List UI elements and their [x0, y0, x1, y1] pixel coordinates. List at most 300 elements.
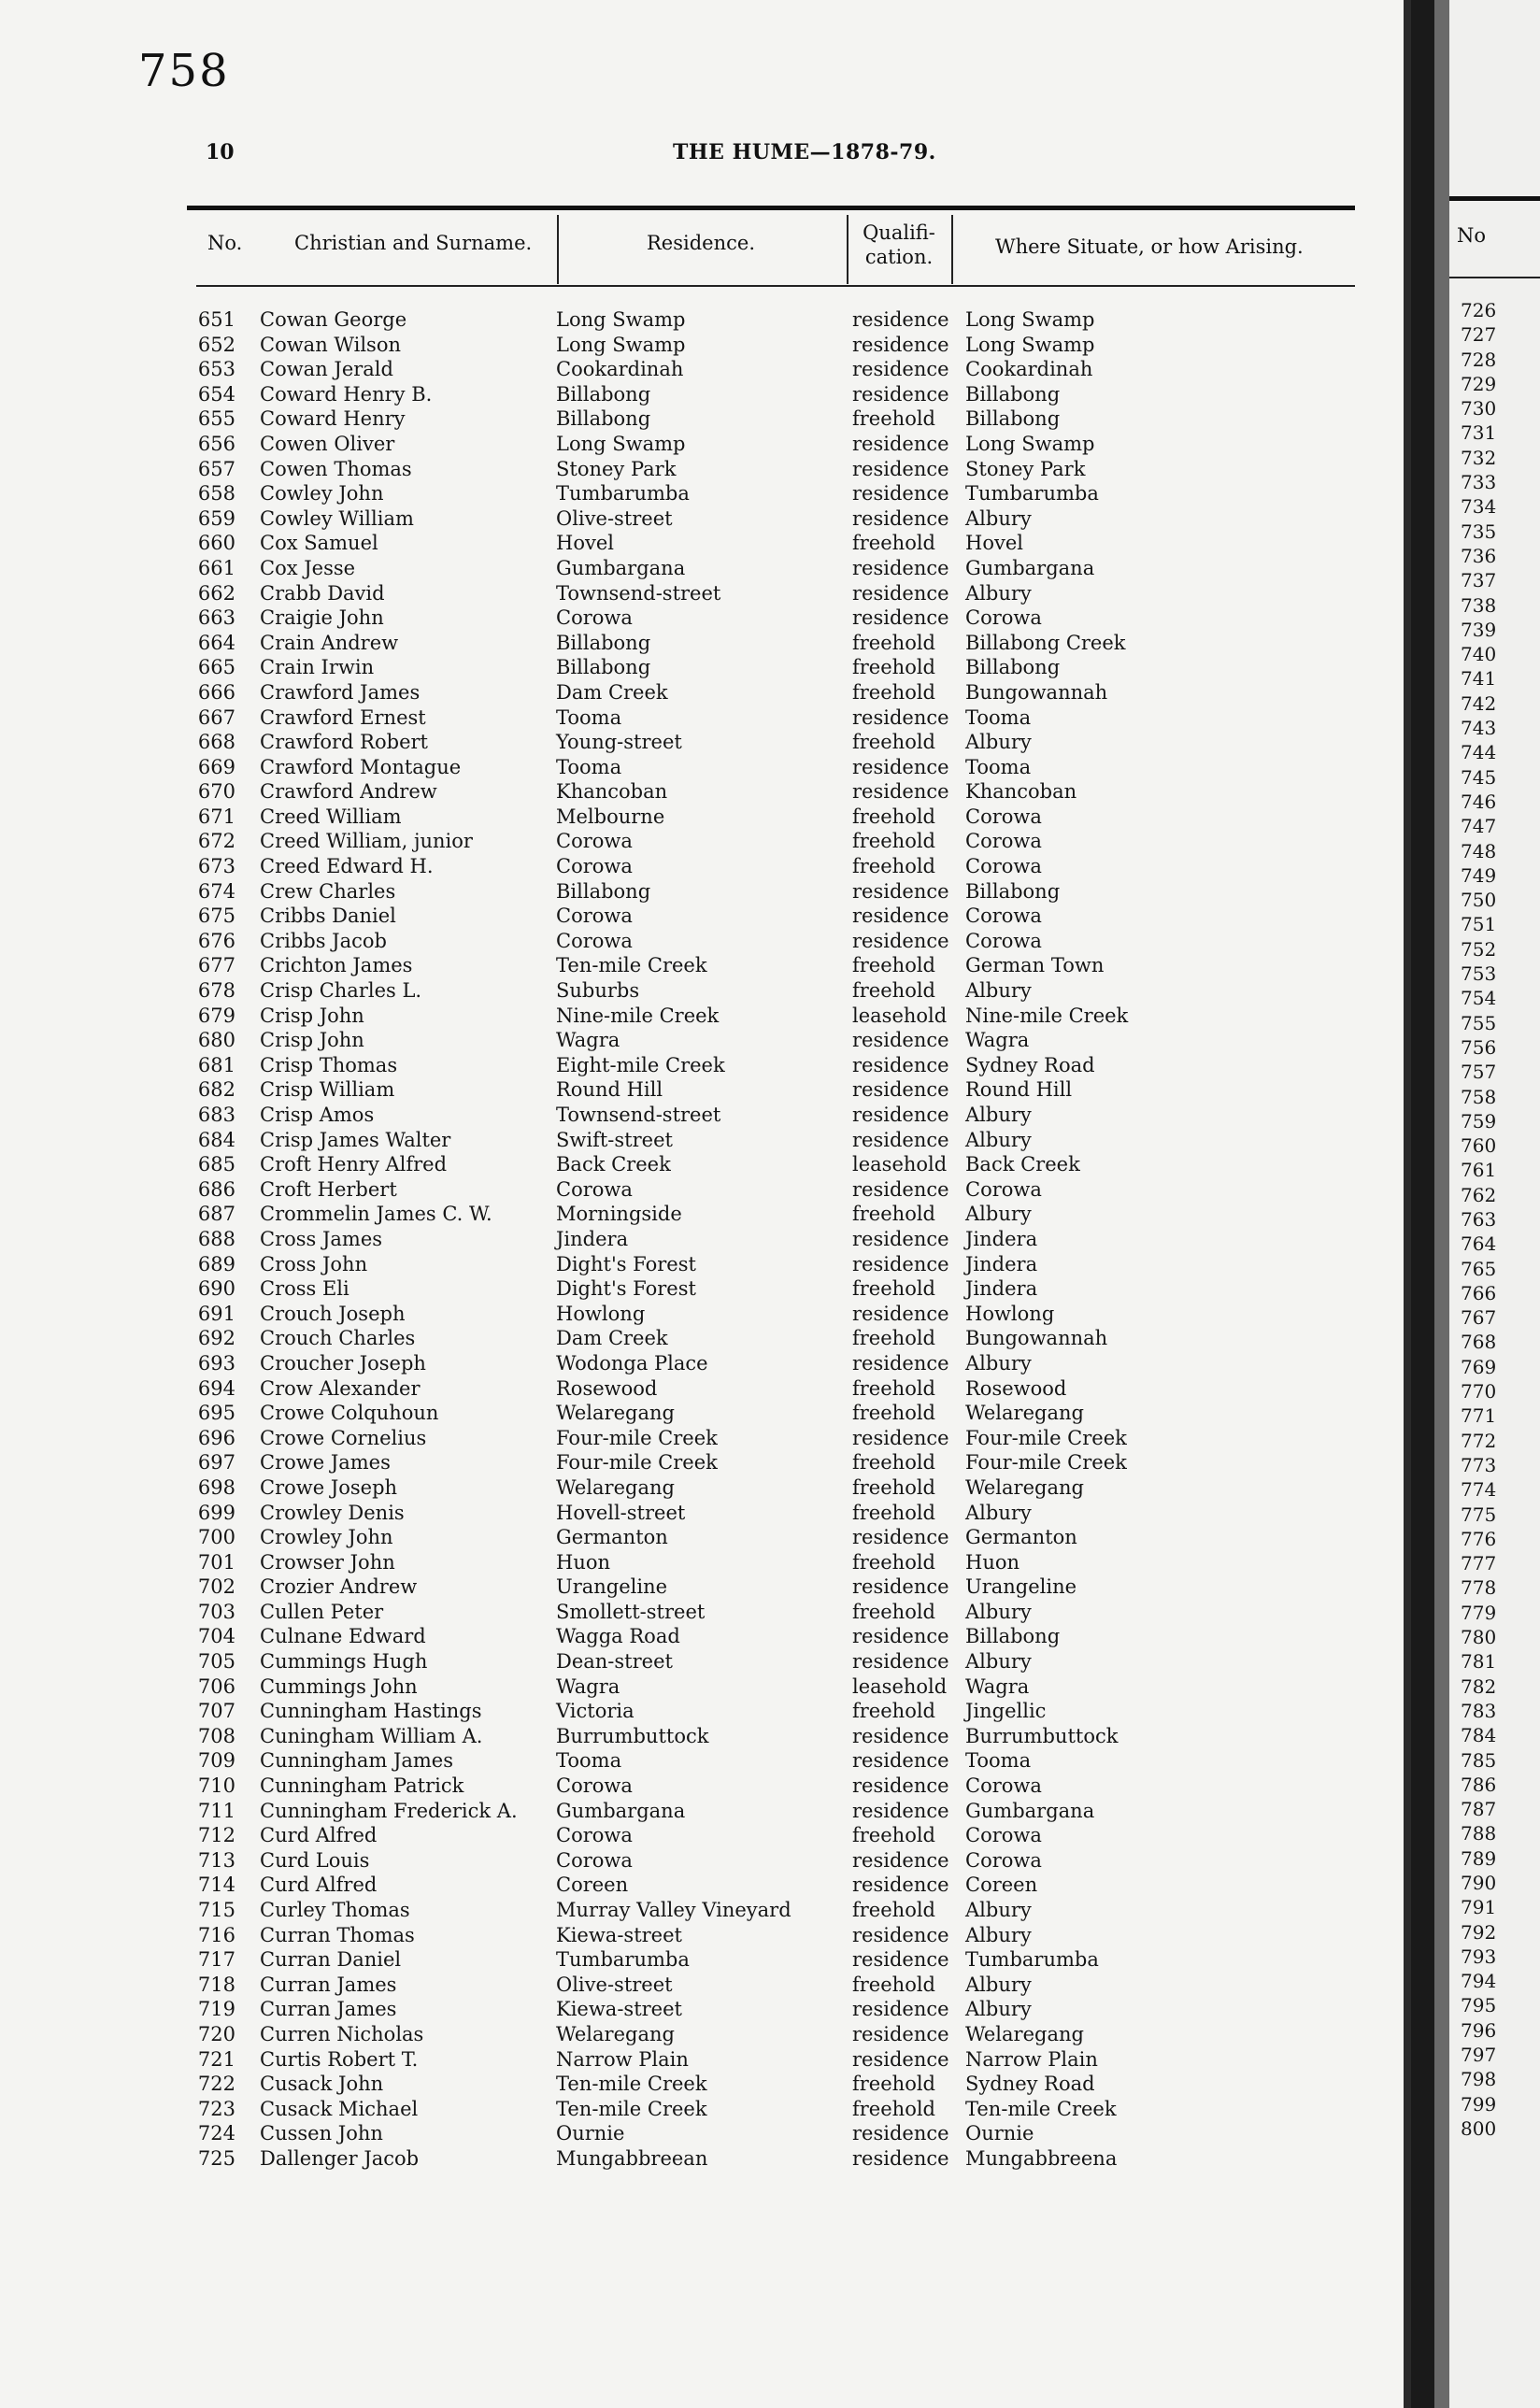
entry-where: Sydney Road — [965, 2073, 1095, 2096]
entry-name: Crisp Amos — [260, 1104, 375, 1126]
entry-residence: Dam Creek — [556, 680, 668, 704]
header-bottom-rule — [196, 285, 1355, 287]
entry-residence: Burrumbuttock — [556, 1724, 709, 1747]
adjacent-entry-number: 753 — [1461, 962, 1497, 986]
entry-qualification: residence — [852, 905, 949, 928]
entry-number: 707 — [197, 1700, 235, 1723]
entry-name: Cowen Thomas — [260, 457, 412, 480]
adjacent-entry-number: 726 — [1461, 299, 1497, 321]
entry-number: 654 — [197, 382, 235, 406]
entry-name: Crowe James — [260, 1451, 391, 1475]
entry-name: Crowe Joseph — [260, 1475, 398, 1499]
entry-residence: Kiewa-street — [556, 1998, 682, 2021]
entry-qualification: residence — [852, 1848, 949, 1872]
entry-qualification: freehold — [852, 1277, 935, 1301]
table-row — [0, 1675, 1411, 1701]
entry-where: Tumbarumba — [965, 1948, 1099, 1972]
entry-number: 681 — [197, 1053, 235, 1076]
entry-qualification: freehold — [852, 1550, 935, 1574]
entry-name: Cox Samuel — [260, 532, 378, 555]
entry-number: 708 — [197, 1724, 235, 1747]
entry-qualification: residence — [852, 333, 949, 356]
entry-name: Crisp William — [260, 1078, 395, 1102]
entry-name: Crain Irwin — [260, 656, 375, 679]
table-row — [0, 930, 1411, 955]
entry-qualification: residence — [852, 1724, 949, 1747]
entry-name: Crow Alexander — [260, 1376, 421, 1400]
entry-qualification: freehold — [852, 2073, 935, 2096]
entry-number: 700 — [197, 1526, 235, 1549]
entry-where: Albury — [965, 581, 1032, 605]
entry-qualification: residence — [852, 1923, 949, 1946]
entry-where: Round Hill — [965, 1078, 1073, 1102]
entry-residence: Welaregang — [556, 2022, 675, 2045]
entry-residence: Narrow Plain — [556, 2047, 689, 2071]
entry-where: Germanton — [965, 1526, 1077, 1549]
entry-name: Curran Daniel — [260, 1948, 402, 1972]
table-row — [0, 532, 1411, 557]
entry-number: 676 — [197, 929, 235, 952]
entry-where: Billabong — [965, 382, 1061, 406]
entry-number: 694 — [197, 1376, 235, 1400]
table-row — [0, 954, 1411, 979]
entry-qualification: residence — [852, 1252, 949, 1275]
entry-number: 689 — [197, 1252, 235, 1275]
entry-number: 698 — [197, 1475, 235, 1499]
entry-number: 673 — [197, 855, 235, 878]
adjacent-entry-number: 749 — [1461, 863, 1497, 887]
entry-residence: Gumbargana — [556, 556, 686, 579]
adjacent-entry-number: 752 — [1461, 937, 1497, 961]
entry-number: 669 — [197, 755, 235, 778]
entry-name: Cross John — [260, 1252, 368, 1275]
entry-where: Albury — [965, 1203, 1032, 1226]
entry-number: 713 — [197, 1848, 235, 1872]
header-divider — [951, 215, 953, 284]
table-row — [0, 1427, 1411, 1452]
entry-where: Sydney Road — [965, 1053, 1095, 1076]
entry-qualification: residence — [852, 482, 949, 506]
entry-number: 715 — [197, 1899, 235, 1921]
register-rows — [0, 308, 1411, 2173]
entry-where: Albury — [965, 1501, 1032, 1524]
adjacent-entry-number: 745 — [1461, 765, 1497, 789]
entry-residence: Hovel — [556, 532, 614, 555]
table-row — [0, 1303, 1411, 1328]
adjacent-entry-number: 747 — [1461, 815, 1497, 838]
entry-residence: Morningside — [556, 1203, 682, 1226]
adjacent-entry-number: 733 — [1461, 471, 1497, 494]
entry-where: Billabong — [965, 1625, 1061, 1648]
table-row — [0, 1948, 1411, 1973]
entry-qualification: residence — [852, 1526, 949, 1549]
entry-name: Crommelin James C. W. — [260, 1203, 492, 1226]
adjacent-entry-number: 748 — [1461, 839, 1497, 862]
entry-name: Crain Andrew — [260, 631, 399, 654]
entry-number: 668 — [197, 731, 235, 754]
entry-number: 717 — [197, 1948, 235, 1972]
entry-number: 703 — [197, 1600, 235, 1623]
entry-qualification: residence — [852, 929, 949, 952]
entry-where: Gumbargana — [965, 1799, 1095, 1822]
table-row — [0, 905, 1411, 930]
table-row — [0, 2147, 1411, 2173]
entry-residence: Kiewa-street — [556, 1923, 682, 1946]
entry-qualification: freehold — [852, 830, 935, 853]
table-row — [0, 880, 1411, 905]
entry-where: Billabong Creek — [965, 631, 1126, 654]
entry-number: 652 — [197, 333, 235, 356]
entry-number: 720 — [197, 2022, 235, 2045]
entry-qualification: freehold — [852, 1402, 935, 1425]
entry-name: Craigie John — [260, 606, 384, 630]
table-row — [0, 2073, 1411, 2098]
sub-page-number: 10 — [206, 140, 235, 164]
header-divider — [557, 215, 559, 284]
entry-qualification: residence — [852, 1227, 949, 1250]
entry-residence: Back Creek — [556, 1153, 671, 1176]
entry-residence: Tumbarumba — [556, 482, 690, 506]
entry-qualification: residence — [852, 1998, 949, 2021]
entry-where: Albury — [965, 1899, 1032, 1921]
entry-number: 651 — [197, 308, 235, 331]
table-row — [0, 1749, 1411, 1774]
entry-where: Ournie — [965, 2122, 1034, 2145]
adjacent-entry-number: 784 — [1461, 1724, 1497, 1747]
entry-qualification: leasehold — [852, 1674, 948, 1698]
entry-name: Curtis Robert T. — [260, 2047, 419, 2071]
entry-name: Culnane Edward — [260, 1625, 426, 1648]
adjacent-entry-number: 729 — [1461, 372, 1497, 395]
entry-qualification: freehold — [852, 855, 935, 878]
adjacent-entry-number: 759 — [1461, 1109, 1497, 1133]
entry-residence: Huon — [556, 1550, 611, 1574]
entry-number: 712 — [197, 1824, 235, 1847]
table-row — [0, 1899, 1411, 1924]
entry-name: Creed Edward H. — [260, 855, 434, 878]
entry-qualification: residence — [852, 705, 949, 729]
entry-where: Billabong — [965, 407, 1061, 431]
entry-where: Albury — [965, 1650, 1032, 1674]
entry-qualification: residence — [852, 780, 949, 804]
entry-qualification: freehold — [852, 407, 935, 431]
adjacent-number-column — [1461, 299, 1496, 2142]
entry-where: Bungowannah — [965, 680, 1108, 704]
entry-number: 674 — [197, 879, 235, 903]
entry-name: Curley Thomas — [260, 1899, 410, 1921]
header-residence: Residence. — [647, 232, 755, 254]
entry-residence: Gumbargana — [556, 1799, 686, 1822]
table-row — [0, 1700, 1411, 1725]
table-row — [0, 1253, 1411, 1278]
entry-qualification: residence — [852, 1078, 949, 1102]
adjacent-entry-number: 764 — [1461, 1232, 1497, 1256]
entry-where: Howlong — [965, 1302, 1055, 1325]
table-row — [0, 1502, 1411, 1527]
entry-residence: Dam Creek — [556, 1327, 668, 1350]
entry-number: 719 — [197, 1998, 235, 2021]
entry-number: 704 — [197, 1625, 235, 1648]
adjacent-entry-number: 754 — [1461, 987, 1497, 1010]
entry-name: Crawford Montague — [260, 755, 462, 778]
table-row — [0, 1849, 1411, 1874]
table-row — [0, 632, 1411, 657]
header-where: Where Situate, or how Arising. — [995, 235, 1304, 258]
entry-name: Coward Henry — [260, 407, 406, 431]
table-row — [0, 731, 1411, 756]
entry-name: Cribbs Daniel — [260, 905, 396, 928]
entry-qualification: residence — [852, 1650, 949, 1674]
entry-where: Albury — [965, 1104, 1032, 1126]
entry-residence: Khancoban — [556, 780, 668, 804]
entry-residence: Tumbarumba — [556, 1948, 690, 1972]
adjacent-entry-number: 777 — [1461, 1552, 1497, 1575]
table-row — [0, 383, 1411, 408]
entry-residence: Dean-street — [556, 1650, 673, 1674]
entry-where: Tumbarumba — [965, 482, 1099, 506]
entry-qualification: residence — [852, 1053, 949, 1076]
entry-qualification: freehold — [852, 1824, 935, 1847]
entry-number: 711 — [197, 1799, 235, 1822]
adjacent-entry-number: 732 — [1461, 446, 1497, 469]
adjacent-entry-number: 793 — [1461, 1945, 1497, 1968]
adjacent-entry-number: 740 — [1461, 643, 1497, 666]
entry-name: Croft Herbert — [260, 1177, 397, 1201]
entry-name: Cunningham Frederick A. — [260, 1799, 518, 1822]
entry-where: Albury — [965, 1600, 1032, 1623]
table-row — [0, 1005, 1411, 1030]
entry-residence: Olive-street — [556, 1973, 673, 1996]
table-row — [0, 334, 1411, 359]
entry-residence: Round Hill — [556, 1078, 663, 1102]
entry-where: Back Creek — [965, 1153, 1080, 1176]
adjacent-entry-number: 782 — [1461, 1674, 1497, 1698]
entry-number: 670 — [197, 780, 235, 804]
entry-name: Curd Louis — [260, 1848, 370, 1872]
entry-number: 663 — [197, 606, 235, 630]
entry-residence: Smollett-street — [556, 1600, 706, 1623]
entry-number: 672 — [197, 830, 235, 853]
entry-name: Dallenger Jacob — [260, 2146, 420, 2170]
entry-qualification: residence — [852, 2146, 949, 2170]
entry-number: 709 — [197, 1749, 235, 1773]
entry-name: Cummings Hugh — [260, 1650, 428, 1674]
entry-residence: Corowa — [556, 606, 633, 630]
entry-where: Narrow Plain — [965, 2047, 1098, 2071]
entry-name: Crawford Andrew — [260, 780, 437, 804]
entry-residence: Billabong — [556, 407, 651, 431]
entry-qualification: residence — [852, 606, 949, 630]
entry-number: 702 — [197, 1575, 235, 1599]
entry-where: Albury — [965, 506, 1032, 530]
adjacent-entry-number: 770 — [1461, 1380, 1497, 1403]
adjacent-entry-number: 797 — [1461, 2044, 1497, 2067]
entry-name: Cribbs Jacob — [260, 929, 387, 952]
header-no: No. — [207, 232, 243, 254]
adjacent-entry-number: 738 — [1461, 593, 1497, 617]
table-row — [0, 2023, 1411, 2048]
entry-residence: Tooma — [556, 1749, 622, 1773]
entry-where: Albury — [965, 1923, 1032, 1946]
entry-name: Cowen Oliver — [260, 432, 395, 455]
entry-residence: Olive-street — [556, 506, 673, 530]
entry-where: Corowa — [965, 905, 1042, 928]
adjacent-entry-number: 762 — [1461, 1183, 1497, 1206]
header-divider — [847, 215, 848, 284]
entry-residence: Ournie — [556, 2122, 625, 2145]
table-row — [0, 1402, 1411, 1427]
adjacent-entry-number: 741 — [1461, 667, 1497, 691]
entry-number: 718 — [197, 1973, 235, 1996]
adjacent-entry-number: 758 — [1461, 1085, 1497, 1108]
entry-qualification: residence — [852, 1948, 949, 1972]
entry-where: German Town — [965, 954, 1105, 977]
entry-name: Cross Eli — [260, 1277, 349, 1301]
entry-residence: Jindera — [556, 1227, 629, 1250]
table-row — [0, 433, 1411, 458]
entry-number: 675 — [197, 905, 235, 928]
entry-residence: Long Swamp — [556, 308, 686, 331]
adjacent-entry-number: 798 — [1461, 2068, 1497, 2091]
entry-residence: Ten-mile Creek — [556, 2097, 707, 2120]
entry-qualification: residence — [852, 457, 949, 480]
adjacent-top-rule — [1449, 196, 1540, 201]
entry-qualification: residence — [852, 1749, 949, 1773]
adjacent-entry-number: 760 — [1461, 1134, 1497, 1158]
adjacent-entry-number: 751 — [1461, 913, 1497, 936]
entry-name: Curren Nicholas — [260, 2022, 424, 2045]
entry-residence: Corowa — [556, 1848, 633, 1872]
header-top-rule — [187, 206, 1355, 210]
table-row — [0, 407, 1411, 433]
entry-number: 666 — [197, 680, 235, 704]
entry-residence: Ten-mile Creek — [556, 954, 707, 977]
entry-number: 685 — [197, 1153, 235, 1176]
entry-name: Creed William — [260, 805, 402, 828]
adjacent-entry-number: 765 — [1461, 1257, 1497, 1280]
entry-qualification: freehold — [852, 1899, 935, 1921]
entry-name: Crawford Ernest — [260, 705, 426, 729]
entry-qualification: residence — [852, 1128, 949, 1151]
adjacent-entry-number: 778 — [1461, 1576, 1497, 1600]
adjacent-entry-number: 796 — [1461, 2018, 1497, 2042]
entry-residence: Corowa — [556, 855, 633, 878]
entry-number: 667 — [197, 705, 235, 729]
entry-number: 688 — [197, 1227, 235, 1250]
entry-name: Cowley John — [260, 482, 384, 506]
entry-residence: Wagra — [556, 1029, 620, 1052]
entry-qualification: residence — [852, 308, 949, 331]
entry-name: Crouch Joseph — [260, 1302, 406, 1325]
table-row — [0, 1476, 1411, 1502]
adjacent-entry-number: 773 — [1461, 1453, 1497, 1476]
entry-where: Corowa — [965, 606, 1042, 630]
entry-where: Hovel — [965, 532, 1023, 555]
entry-number: 722 — [197, 2073, 235, 2096]
entry-where: Albury — [965, 731, 1032, 754]
adjacent-entry-number: 727 — [1461, 323, 1497, 347]
adjacent-entry-number: 767 — [1461, 1306, 1497, 1330]
adjacent-entry-number: 744 — [1461, 741, 1497, 764]
header-name: Christian and Surname. — [294, 232, 533, 254]
entry-where: Ten-mile Creek — [965, 2097, 1117, 2120]
entry-name: Curran James — [260, 1998, 397, 2021]
table-row — [0, 1203, 1411, 1228]
adjacent-entry-number: 779 — [1461, 1601, 1497, 1624]
adjacent-entry-number: 769 — [1461, 1355, 1497, 1378]
entry-name: Cummings John — [260, 1674, 418, 1698]
adjacent-entry-number: 791 — [1461, 1896, 1497, 1919]
entry-qualification: residence — [852, 382, 949, 406]
entry-residence: Welaregang — [556, 1475, 675, 1499]
entry-qualification: residence — [852, 358, 949, 381]
entry-name: Cross James — [260, 1227, 383, 1250]
adjacent-entry-number: 790 — [1461, 1872, 1497, 1894]
adjacent-entry-number: 734 — [1461, 495, 1497, 519]
adjacent-entry-number: 771 — [1461, 1404, 1497, 1428]
table-row — [0, 1451, 1411, 1476]
entry-name: Crowley Denis — [260, 1501, 405, 1524]
entry-qualification: residence — [852, 432, 949, 455]
entry-number: 687 — [197, 1203, 235, 1226]
table-row — [0, 358, 1411, 383]
entry-residence: Billabong — [556, 656, 651, 679]
entry-residence: Swift-street — [556, 1128, 673, 1151]
entry-qualification: leasehold — [852, 1004, 948, 1027]
entry-qualification: freehold — [852, 1700, 935, 1723]
table-row — [0, 1725, 1411, 1750]
entry-number: 705 — [197, 1650, 235, 1674]
entry-where: Long Swamp — [965, 432, 1095, 455]
entry-qualification: residence — [852, 1625, 949, 1648]
entry-qualification: freehold — [852, 1973, 935, 1996]
adjacent-entry-number: 772 — [1461, 1429, 1497, 1452]
table-row — [0, 582, 1411, 607]
entry-qualification: residence — [852, 556, 949, 579]
adjacent-page-edge — [1434, 0, 1540, 2408]
entry-qualification: residence — [852, 879, 949, 903]
entry-name: Curd Alfred — [260, 1824, 378, 1847]
entry-residence: Wagga Road — [556, 1625, 680, 1648]
adjacent-entry-number: 774 — [1461, 1478, 1497, 1502]
table-row — [0, 1228, 1411, 1253]
adjacent-entry-number: 792 — [1461, 1920, 1497, 1944]
entry-residence: Corowa — [556, 1824, 633, 1847]
entry-qualification: freehold — [852, 954, 935, 977]
adjacent-entry-number: 739 — [1461, 618, 1497, 641]
entry-name: Cussen John — [260, 2122, 383, 2145]
table-row — [0, 1774, 1411, 1800]
table-row — [0, 1824, 1411, 1849]
adjacent-entry-number: 781 — [1461, 1650, 1497, 1674]
entry-name: Crisp John — [260, 1029, 364, 1052]
table-row — [0, 308, 1411, 334]
table-row — [0, 656, 1411, 681]
entry-where: Khancoban — [965, 780, 1077, 804]
entry-qualification: residence — [852, 1104, 949, 1126]
adjacent-entry-number: 728 — [1461, 348, 1497, 371]
entry-where: Billabong — [965, 656, 1061, 679]
entry-residence: Long Swamp — [556, 432, 686, 455]
entry-qualification: residence — [852, 1799, 949, 1822]
entry-qualification: residence — [852, 1302, 949, 1325]
entry-name: Crisp James Walter — [260, 1128, 451, 1151]
entry-qualification: residence — [852, 1177, 949, 1201]
entry-residence: Corowa — [556, 929, 633, 952]
entry-where: Jindera — [965, 1227, 1038, 1250]
entry-name: Crew Charles — [260, 879, 396, 903]
entry-qualification: freehold — [852, 979, 935, 1003]
